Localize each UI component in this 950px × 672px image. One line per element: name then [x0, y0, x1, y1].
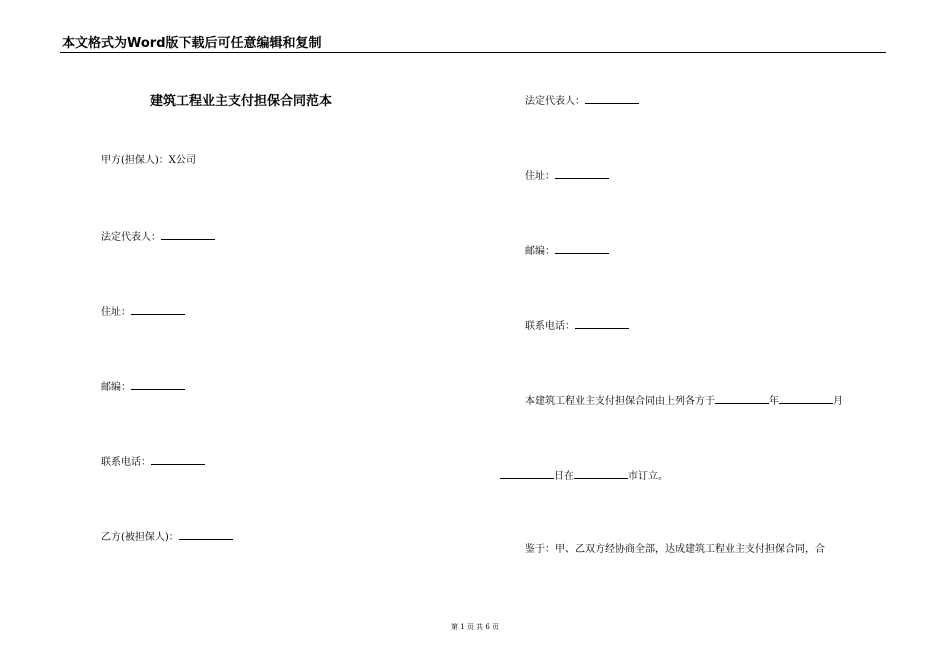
whereas-text: 鉴于：甲、乙双方经协商全部，达成建筑工程业主支付担保合同，合: [525, 544, 825, 555]
right-address-line: [525, 168, 609, 184]
header-rule: [60, 52, 886, 53]
city-signed-label: 市订立。: [628, 471, 668, 482]
day-in-label: 日在: [554, 471, 574, 482]
document-title: 建筑工程业主支付担保合同范本: [150, 94, 333, 109]
right-legal-rep-line: [525, 93, 639, 109]
signing-place-line: [500, 468, 668, 484]
left-postcode-line: [101, 379, 185, 395]
fill-blank: [585, 93, 639, 104]
right-phone-line: [525, 318, 629, 334]
signing-text: 本建筑工程业主支付担保合同由上列各方于: [525, 396, 715, 407]
year-label: 年: [769, 396, 779, 407]
year-blank: [715, 393, 769, 404]
postcode-label: 邮编：: [101, 382, 131, 393]
whereas-line: [525, 543, 825, 557]
phone-label: 联系电话：: [101, 457, 151, 468]
fill-blank: [179, 529, 233, 540]
fill-blank: [575, 318, 629, 329]
document-header: 本文格式为Word版下载后可任意编辑和复制: [62, 36, 322, 51]
postcode-label: 邮编：: [525, 246, 555, 257]
left-legal-rep-line: [101, 229, 215, 245]
party-a-label: 甲方(担保人)：X公司: [101, 155, 196, 166]
party-b-label: 乙方(被担保人)：: [101, 532, 179, 543]
month-label: 月: [833, 396, 843, 407]
fill-blank: [131, 379, 185, 390]
left-phone-line: [101, 454, 205, 470]
right-postcode-line: [525, 243, 609, 259]
legal-rep-label: 法定代表人：: [101, 232, 161, 243]
phone-label: 联系电话：: [525, 321, 575, 332]
fill-blank: [555, 243, 609, 254]
address-label: 住址：: [525, 171, 555, 182]
month-blank: [779, 393, 833, 404]
address-label: 住址：: [101, 307, 131, 318]
page-number: 第 1 页 共 6 页: [450, 623, 500, 631]
signing-date-line: [525, 393, 843, 409]
fill-blank: [555, 168, 609, 179]
left-address-line: [101, 304, 185, 320]
fill-blank: [151, 454, 205, 465]
day-blank: [500, 468, 554, 479]
legal-rep-label: 法定代表人：: [525, 96, 585, 107]
party-b-line: [101, 529, 233, 545]
fill-blank: [161, 229, 215, 240]
fill-blank: [131, 304, 185, 315]
party-a-line: [101, 154, 196, 168]
city-blank: [574, 468, 628, 479]
